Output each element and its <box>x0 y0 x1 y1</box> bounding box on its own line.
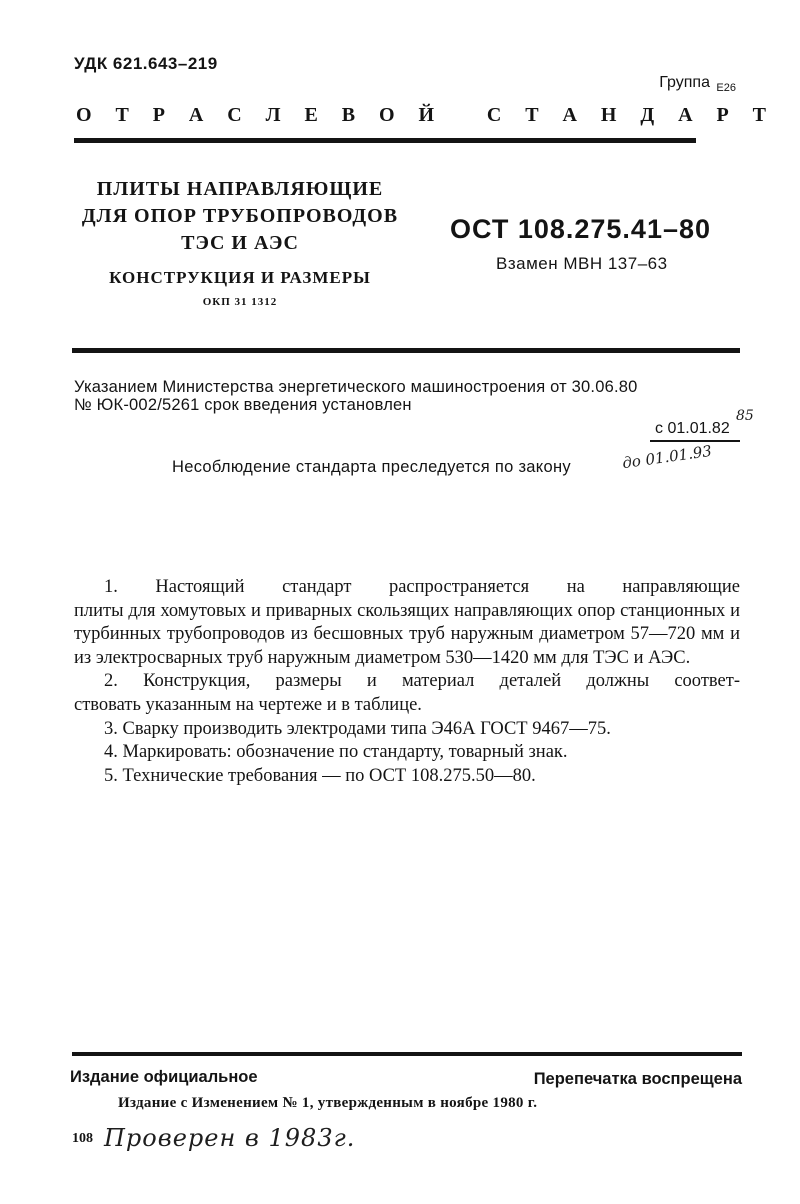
reprint-prohibited: Перепечатка воспрещена <box>533 1070 742 1088</box>
standard-kind-letter: Д <box>640 104 655 126</box>
standard-kind-letter: С <box>486 104 502 126</box>
udk-code: УДК 621.643–219 <box>74 54 218 73</box>
handwritten-year-correction: 85 <box>736 408 754 424</box>
standard-kind-letter: Т <box>525 104 539 126</box>
standard-kind-letter: Й <box>418 104 435 126</box>
page-number: 108 <box>72 1131 93 1146</box>
clause-4: 4. Маркировать: обозначение по стандарту, товарный знак. <box>104 742 568 763</box>
official-edition: Издание официальное <box>70 1068 258 1086</box>
handwritten-checked-note: Проверен в 1983г. <box>104 1124 356 1152</box>
title-line-2: ДЛЯ ОПОР ТРУБОПРОВОДОВ <box>81 205 399 227</box>
standard-kind-letter: А <box>678 104 693 126</box>
header-rule <box>74 138 696 143</box>
title-line-1: ПЛИТЫ НАПРАВЛЯЮЩИЕ <box>96 178 384 200</box>
standard-kind-letter <box>458 104 463 127</box>
standard-kind-letter: А <box>188 104 204 126</box>
decree-line-2: № ЮК-002/5261 срок введения установлен <box>74 396 412 414</box>
standard-title <box>60 176 420 257</box>
standard-kind-letter: А <box>562 104 577 126</box>
footer-rule <box>72 1052 742 1056</box>
group-code <box>659 74 736 94</box>
replaces-note: Взамен МВН 137–63 <box>496 254 668 273</box>
clauses-body <box>74 576 740 788</box>
clause-2-continuation: ствовать указанным на чертеже и в таблице. <box>74 694 422 715</box>
standard-kind-letter: О <box>379 104 395 126</box>
clause-1-first-line: 1. Настоящий стандарт распространяется на направляющие <box>104 577 740 597</box>
title-line-3: ТЭС И АЭС <box>181 232 299 254</box>
okp-code: ОКП 31 1312 <box>202 296 278 308</box>
handwritten-extension: до 01.01.93 <box>621 441 713 473</box>
standard-kind-letter: В <box>341 104 356 126</box>
standard-kind-letter: Е <box>304 104 318 126</box>
legal-warning: Несоблюдение стандарта преследуется по закону <box>172 458 571 476</box>
standard-kind-letter: Н <box>600 104 617 126</box>
standard-kind-letter: Р <box>716 104 729 126</box>
standard-kind-letter: С <box>227 104 242 126</box>
standard-kind-letter: О <box>76 104 92 126</box>
standard-kind-letter: Т <box>115 104 129 126</box>
clause-5: 5. Технические требования — по ОСТ 108.275.50—80. <box>104 765 536 786</box>
clause-1-continuation: плиты для хомутовых и приварных скользящих направляющих опор станционных и турбинных трубопроводов из бесшовных труб наружным диаметром 57—720 мм и из электросварных труб наружным диаметром 530—1420 мм для ТЭС и АЭС. <box>74 600 740 668</box>
amendment-note: Издание с Изменением № 1, утвержденным в ноябре 1980 г. <box>118 1095 538 1111</box>
standard-kind-letter: Л <box>265 104 281 126</box>
title-rule <box>72 348 740 353</box>
standard-subtitle: КОНСТРУКЦИЯ И РАЗМЕРЫ <box>109 268 371 287</box>
decree-line-1: Указанием Министерства энергетического машиностроения от 30.06.80 <box>74 378 638 396</box>
clause-2-first-line: 2. Конструкция, размеры и материал деталей должны соответ- <box>104 671 740 692</box>
group-value: Е26 <box>716 82 736 94</box>
clause-3: 3. Сварку производить электродами типа Э46А ГОСТ 9467—75. <box>104 718 611 739</box>
standard-designation: ОСТ 108.275.41–80 <box>450 214 712 244</box>
effective-date: с 01.01.82 <box>655 420 730 437</box>
standard-kind-heading <box>76 104 766 127</box>
group-label: Группа <box>659 74 710 91</box>
date-underline <box>650 440 740 442</box>
standard-kind-letter: Р <box>152 104 165 126</box>
standard-kind-letter: Т <box>752 104 766 126</box>
